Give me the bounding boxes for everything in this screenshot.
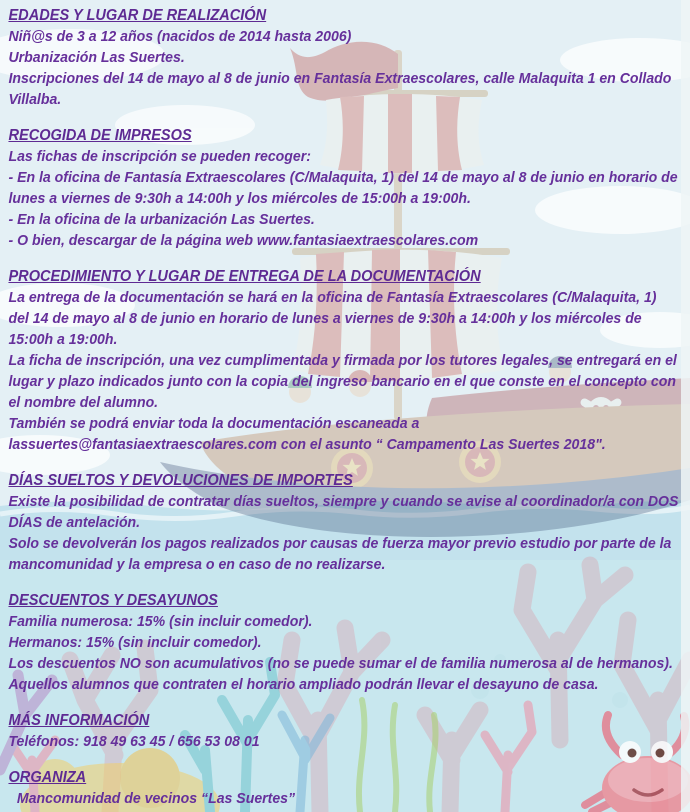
paragraph: Los descuentos NO son acumulativos (no se puede sumar el de familia numerosa al de hermanos). (8, 655, 673, 672)
paragraph: También se podrá enviar toda la documentación escaneada a lassuertes@fantasiaextraescolares.com con el asunto “ Campamento Las Suertes 2018". (8, 415, 606, 453)
paragraph: - O bien, descargar de la página web www.fantasiaextraescolares.com (8, 232, 479, 249)
section-body (8, 287, 680, 455)
paragraph: La ficha de inscripción, una vez cumplimentada y firmada por los tutores legales, se entregará en el lugar y plazo indicados junto con la copia del ingreso bancario en el que conste en el concepto con el nombre del alumno. (8, 352, 677, 411)
paragraph: - En la oficina de la urbanización Las Suertes. (8, 211, 315, 228)
paragraph: Aquellos alumnos que contraten el horario ampliado podrán llevar el desayuno de casa. (8, 676, 599, 693)
paragraph: La entrega de la documentación se hará en la oficina de Fantasía Extraescolares (C/Malaquita, 1) del 14 de mayo al 8 de junio en horario de lunes a viernes de 9:30h a 14:00h y los miércoles de 15:00h a 19:00h. (8, 289, 657, 348)
section-heading: MÁS INFORMACIÓN (8, 712, 150, 729)
section-dias-sueltos (8, 470, 680, 575)
section-recogida-impresos (8, 125, 680, 251)
paragraph: Solo se devolverán los pagos realizados por causas de fuerza mayor previo estudio por parte de la mancomunidad y la empresa o en caso de no realizarse. (8, 535, 672, 573)
paragraph: Niñ@s de 3 a 12 años (nacidos de 2014 hasta 2006) (8, 28, 352, 45)
section-heading: DÍAS SUELTOS Y DEVOLUCIONES DE IMPORTES (8, 472, 353, 489)
section-body (8, 146, 680, 251)
paragraph: Existe la posibilidad de contratar días sueltos, siempre y cuando se avise al coordinador/a con DOS DÍAS de antelación. (8, 493, 679, 531)
section-body (8, 611, 680, 695)
section-mas-informacion (8, 710, 680, 752)
section-edades (8, 5, 680, 110)
section-body (8, 788, 680, 809)
section-heading: EDADES Y LUGAR DE REALIZACIÓN (8, 7, 267, 24)
section-body (8, 731, 680, 752)
section-heading: DESCUENTOS Y DESAYUNOS (8, 592, 218, 609)
paragraph: Hermanos: 15% (sin incluir comedor). (8, 634, 262, 651)
section-body (8, 491, 680, 575)
paragraph: Inscripciones del 14 de mayo al 8 de junio en Fantasía Extraescolares, calle Malaquita 1 en Collado Villalba. (8, 70, 672, 108)
section-body (8, 26, 680, 110)
section-procedimiento-entrega (8, 266, 680, 455)
section-organiza (8, 767, 680, 809)
paragraph: Mancomunidad de vecinos “Las Suertes” (16, 790, 296, 807)
paragraph: Teléfonos: 918 49 63 45 / 656 53 08 01 (8, 733, 260, 750)
paragraph: - En la oficina de Fantasía Extraescolares (C/Malaquita, 1) del 14 de mayo al 8 de junio en horario de lunes a viernes de 9:30h a 14:00h y los miércoles de 15:00h a 19:00h. (8, 169, 678, 207)
section-descuentos-desayunos (8, 590, 680, 695)
paragraph: Familia numerosa: 15% (sin incluir comedor). (8, 613, 313, 630)
section-heading: ORGANIZA (8, 769, 87, 786)
paragraph: Urbanización Las Suertes. (8, 49, 185, 66)
paragraph: Las fichas de inscripción se pueden recoger: (8, 148, 311, 165)
section-heading: RECOGIDA DE IMPRESOS (8, 127, 192, 144)
section-heading: PROCEDIMIENTO Y LUGAR DE ENTREGA DE LA DOCUMENTACIÓN (8, 268, 481, 285)
